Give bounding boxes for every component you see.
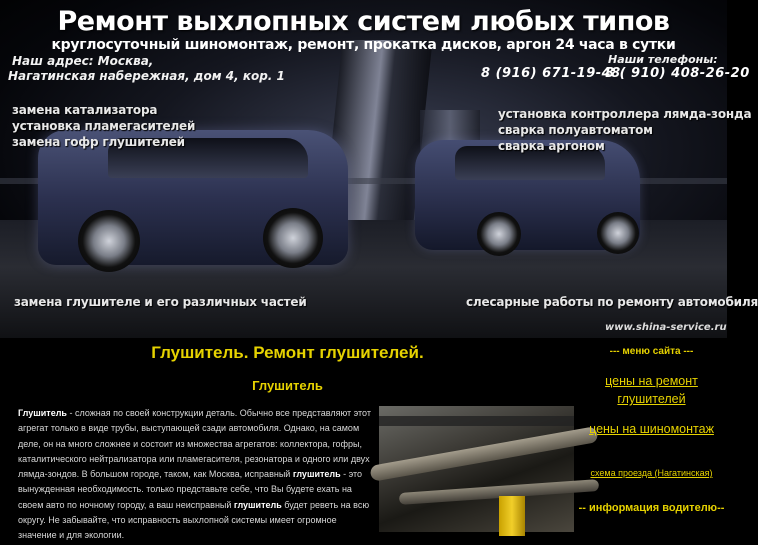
site-menu	[576, 338, 727, 545]
wheel-icon	[477, 212, 521, 256]
lift-post	[499, 496, 525, 536]
article-bold-term: глушитель	[233, 499, 282, 510]
service-left-2: установка пламегасителей	[12, 119, 196, 133]
menu-header: --- меню сайта ---	[609, 346, 694, 357]
service-right-2: сварка полуавтоматом	[498, 123, 653, 137]
exhaust-pipe	[369, 426, 598, 482]
menu-link-directions[interactable]: схема проезда (Нагатинская)	[590, 468, 713, 478]
wheel-icon	[263, 208, 323, 268]
article-bold-term: глушитель	[292, 469, 341, 480]
menu-link-tire-prices[interactable]: цены на шиномонтаж	[589, 422, 714, 436]
address-line-1: Наш адрес: Москва,	[12, 54, 154, 68]
menu-driver-info: -- информация водителю--	[578, 502, 725, 514]
article-bold-term: Глушитель	[18, 408, 67, 418]
banner-title: Ремонт выхлопных систем любых типов	[57, 6, 670, 37]
service-right-1: установка контроллера лямда-зонда	[498, 107, 752, 121]
car-front-image	[38, 130, 348, 265]
service-bottom-left: замена глушителе и его различных частей	[14, 295, 307, 309]
article-text-part: - сложная по своей конструкции деталь. Обычно все представляют этот агрегат только в виде трубы, выступающей сзади автомобиля. Однако, на самом деле, он на много сложнее и состоит из множества агрегатов: коллектора, гофры, каталитического нейтрализатора или пламегасителя, резонатора и одного или двух лямда-зондов. В большом городе, таком, как Москва, исправный	[18, 408, 371, 480]
section-title: Глушитель	[252, 378, 323, 393]
address-line-2: Нагатинская набережная, дом 4, кор. 1	[8, 69, 285, 83]
service-bottom-right: слесарные работы по ремонту автомобиля	[466, 295, 758, 309]
article-text-part: будет реветь на всю округу. Не забывайте, что исправность выхлопной системы имеет огромное значение и для экологии.	[18, 499, 370, 541]
page-title: Глушитель. Ремонт глушителей.	[151, 343, 424, 362]
website-url: www.shina-service.ru	[605, 322, 727, 333]
banner-subtitle: круглосуточный шиномонтаж, ремонт, прокатка дисков, аргон 24 часа в сутки	[51, 37, 676, 53]
wheel-icon	[597, 212, 639, 254]
menu-link-muffler-prices[interactable]: цены на ремонт глушителей	[605, 374, 698, 406]
phones-label: Наши телефоны:	[608, 53, 718, 66]
service-left-3: замена гофр глушителей	[12, 135, 185, 149]
article-text-part: - это вынужденная необходимость. только представьте себе, что Вы будете ехать на своем авто по ночному городу, а ваш неисправный	[18, 469, 363, 510]
wheel-icon	[78, 210, 140, 272]
service-right-3: сварка аргоном	[498, 139, 605, 153]
photo-beam	[379, 416, 574, 426]
service-left-1: замена катализатора	[12, 103, 158, 117]
phone-2: 8 ( 910) 408-26-20	[605, 66, 750, 81]
exhaust-photo	[379, 406, 574, 532]
phone-1: 8 (916) 671-19-48	[481, 66, 621, 81]
article-text	[18, 406, 372, 544]
car-rear-image	[415, 140, 640, 250]
